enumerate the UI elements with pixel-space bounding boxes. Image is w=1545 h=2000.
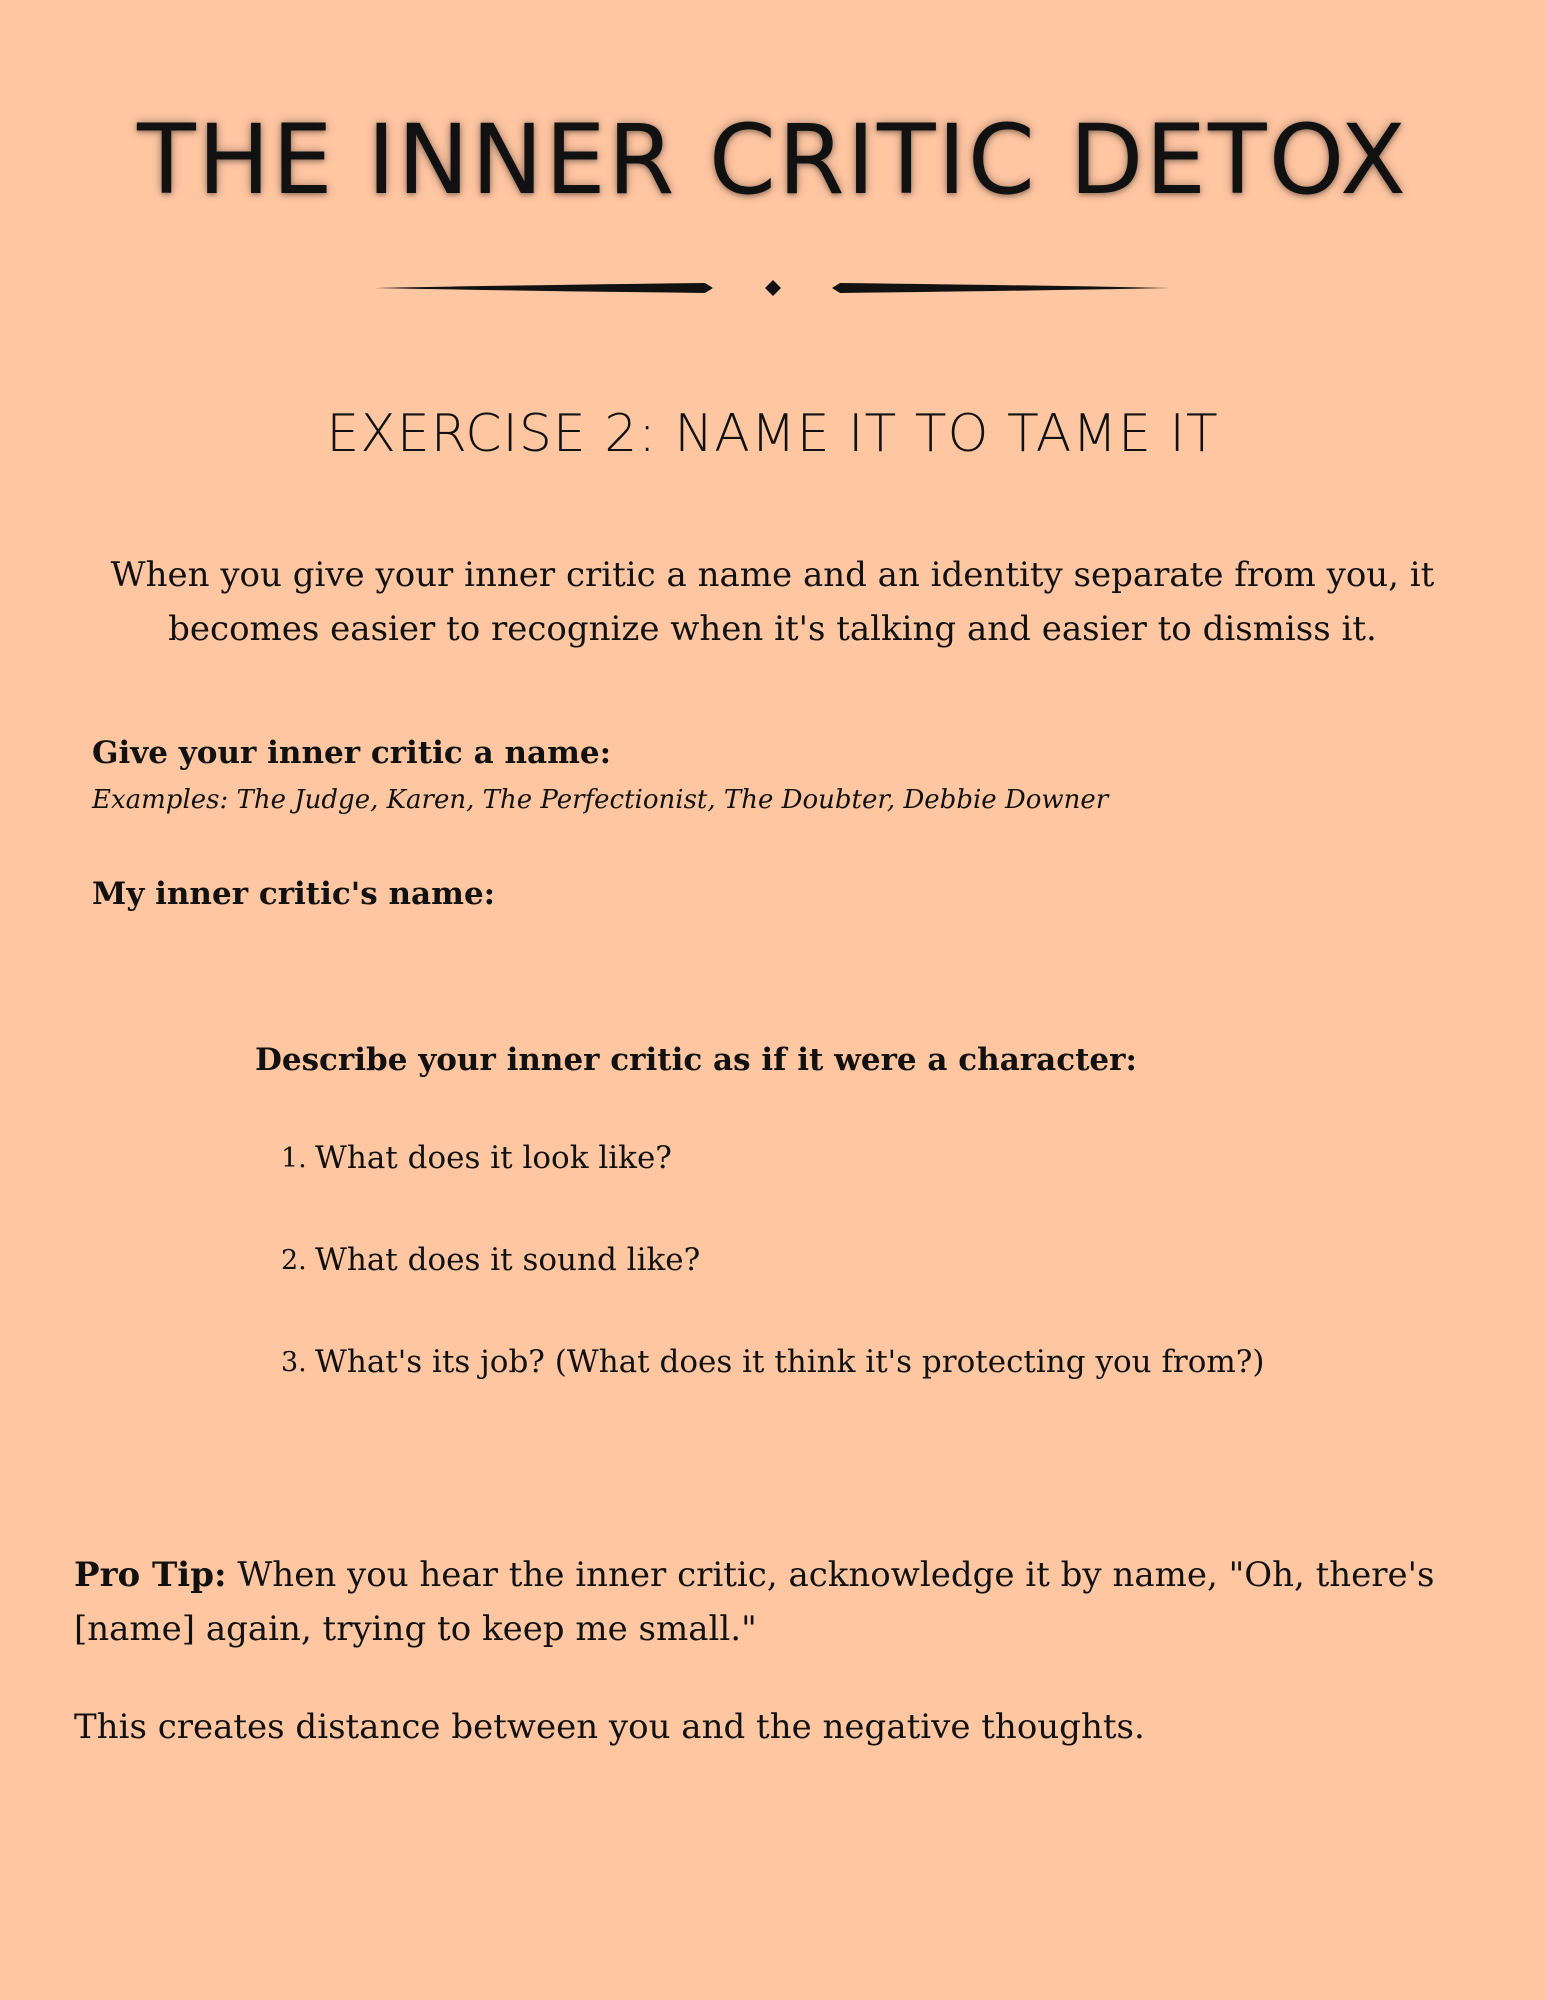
exercise-heading: EXERCISE 2: NAME IT TO TAME IT [326,404,1219,464]
list-item [281,1242,1265,1344]
list-item [281,1140,1265,1242]
list-item-text: What does it look like? [315,1140,672,1176]
list-item-number: 1. [281,1143,307,1174]
name-field-label: My inner critic's name: [92,876,496,912]
describe-prompt-label: Describe your inner critic as if it were a character: [255,1042,1137,1078]
page-title: THE INNER CRITIC DETOX [137,104,1408,216]
pro-tip-text: When you hear the inner critic, acknowledge it by name, "Oh, there's [name] again, trying to keep me small." [74,1555,1435,1649]
list-item [281,1344,1265,1446]
list-item-number: 3. [281,1347,307,1378]
closing-paragraph: This creates distance between you and the negative thoughts. [74,1707,1145,1747]
questions-list [281,1140,1265,1446]
pro-tip-paragraph [74,1548,1474,1656]
list-item-text: What's its job? (What does it think it's protecting you from?) [315,1344,1265,1380]
intro-paragraph: When you give your inner critic a name and an identity separate from you, it becomes easier to recognize when it's talking and easier to dismiss it. [110,555,1435,649]
ornamental-divider-icon [375,276,1170,300]
pro-tip-label: Pro Tip: [74,1555,227,1595]
list-item-number: 2. [281,1245,307,1276]
list-item-text: What does it sound like? [315,1242,701,1278]
name-prompt-label: Give your inner critic a name: [92,735,612,771]
examples-text: Examples: The Judge, Karen, The Perfectionist, The Doubter, Debbie Downer [92,785,1109,815]
